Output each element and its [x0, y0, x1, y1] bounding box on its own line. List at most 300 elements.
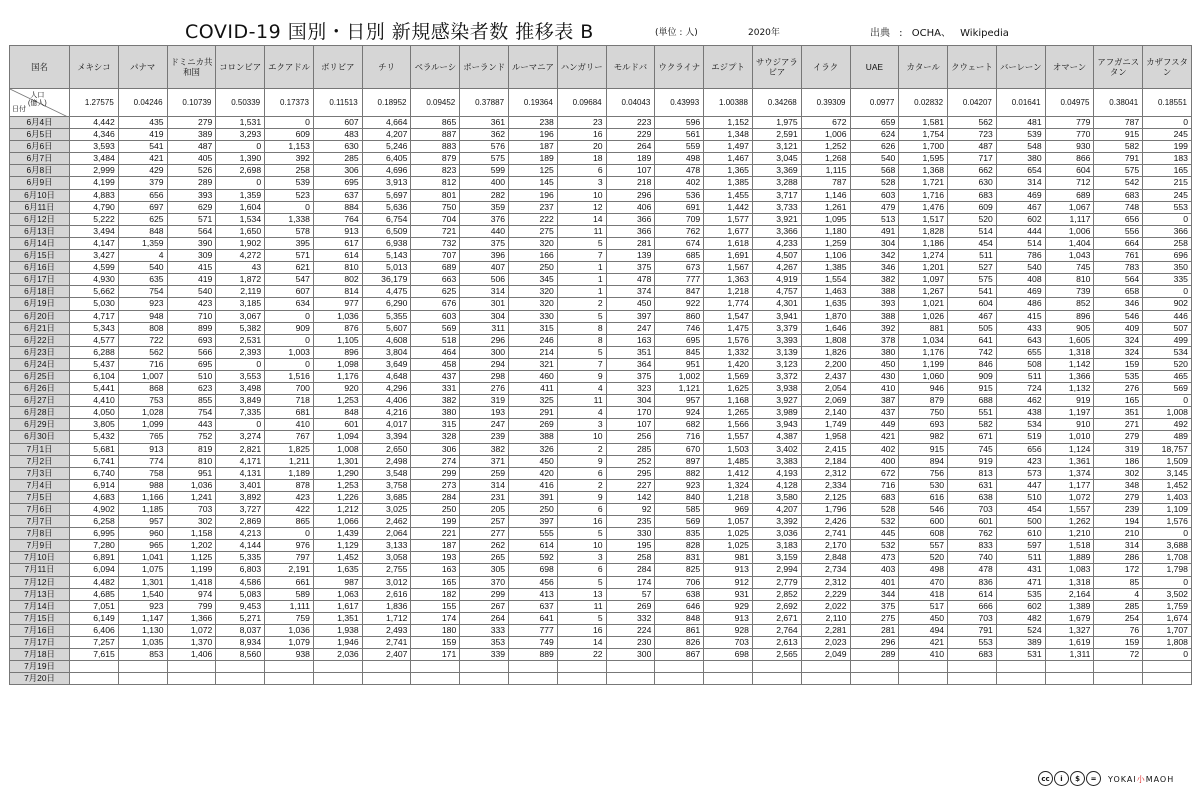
- table-row: [10, 201, 1192, 213]
- population-cell: 0.04975: [1045, 89, 1094, 117]
- value-cell: 410: [265, 419, 314, 431]
- value-cell: 285: [313, 153, 362, 165]
- value-cell: 1,043: [1045, 250, 1094, 262]
- value-cell: [1094, 673, 1143, 685]
- value-cell: [1045, 661, 1094, 673]
- value-cell: 1,106: [801, 250, 850, 262]
- value-cell: 791: [948, 624, 997, 636]
- value-cell: 1,197: [1045, 407, 1094, 419]
- value-cell: 454: [948, 237, 997, 249]
- nd-icon: =: [1086, 771, 1101, 786]
- value-cell: 371: [460, 455, 509, 467]
- value-cell: 402: [850, 443, 899, 455]
- value-cell: 517: [899, 600, 948, 612]
- value-cell: 6,995: [70, 528, 119, 540]
- date-cell: 6月14日: [10, 237, 70, 249]
- cc-icon: cc: [1038, 771, 1053, 786]
- value-cell: 2,407: [362, 649, 411, 661]
- value-cell: 6,914: [70, 479, 119, 491]
- value-cell: 4,599: [70, 262, 119, 274]
- value-cell: 3,185: [216, 298, 265, 310]
- value-cell: 239: [460, 431, 509, 443]
- value-cell: 0: [265, 528, 314, 540]
- value-cell: 346: [1094, 298, 1143, 310]
- table-row: [10, 370, 1192, 382]
- value-cell: 330: [509, 310, 558, 322]
- value-cell: 696: [1143, 250, 1192, 262]
- value-cell: 230: [606, 637, 655, 649]
- value-cell: 745: [1045, 262, 1094, 274]
- value-cell: 415: [996, 310, 1045, 322]
- value-cell: 403: [850, 564, 899, 576]
- value-cell: 396: [460, 250, 509, 262]
- value-cell: 1,142: [1045, 358, 1094, 370]
- value-cell: 2,999: [70, 165, 119, 177]
- value-cell: 470: [899, 576, 948, 588]
- value-cell: [313, 673, 362, 685]
- value-cell: 3,758: [362, 479, 411, 491]
- value-cell: 530: [899, 479, 948, 491]
- value-cell: 345: [509, 274, 558, 286]
- value-cell: [850, 661, 899, 673]
- table-row: [10, 443, 1192, 455]
- value-cell: 977: [313, 298, 362, 310]
- value-cell: 865: [265, 516, 314, 528]
- value-cell: 902: [1143, 298, 1192, 310]
- date-cell: 7月2日: [10, 455, 70, 467]
- value-cell: 539: [996, 129, 1045, 141]
- value-cell: 431: [996, 564, 1045, 576]
- value-cell: 3,379: [752, 322, 801, 334]
- value-cell: 370: [460, 576, 509, 588]
- value-cell: [167, 661, 216, 673]
- value-cell: 896: [1045, 310, 1094, 322]
- value-cell: 2,022: [801, 600, 850, 612]
- value-cell: 1,129: [313, 540, 362, 552]
- value-cell: 637: [313, 189, 362, 201]
- value-cell: 196: [509, 189, 558, 201]
- country-header: アフガニスタン: [1094, 46, 1143, 89]
- population-cell: 0.10739: [167, 89, 216, 117]
- value-cell: 689: [411, 262, 460, 274]
- value-cell: 227: [606, 479, 655, 491]
- value-cell: 1,567: [704, 262, 753, 274]
- value-cell: 388: [850, 286, 899, 298]
- value-cell: 915: [948, 383, 997, 395]
- value-cell: 698: [509, 564, 558, 576]
- value-cell: 685: [655, 250, 704, 262]
- value-cell: 626: [850, 141, 899, 153]
- value-cell: 791: [1094, 153, 1143, 165]
- value-cell: 4,410: [70, 395, 119, 407]
- value-cell: [167, 673, 216, 685]
- value-cell: 573: [996, 467, 1045, 479]
- population-cell: 0.11513: [313, 89, 362, 117]
- value-cell: 330: [606, 528, 655, 540]
- value-cell: 630: [313, 141, 362, 153]
- value-cell: 0: [216, 419, 265, 431]
- value-cell: 930: [1045, 141, 1094, 153]
- value-cell: 887: [411, 129, 460, 141]
- value-cell: 5,355: [362, 310, 411, 322]
- value-cell: 4,442: [70, 117, 119, 129]
- value-cell: 471: [996, 576, 1045, 588]
- value-cell: 1,180: [801, 225, 850, 237]
- value-cell: 682: [655, 419, 704, 431]
- value-cell: 1,262: [1045, 516, 1094, 528]
- population-cell: 1.00388: [704, 89, 753, 117]
- value-cell: 319: [460, 395, 509, 407]
- value-cell: 1,338: [265, 213, 314, 225]
- table-row: [10, 165, 1192, 177]
- value-cell: 2,200: [801, 358, 850, 370]
- value-cell: 1,617: [313, 600, 362, 612]
- value-cell: 1,099: [118, 419, 167, 431]
- value-cell: 614: [948, 588, 997, 600]
- value-cell: 339: [460, 649, 509, 661]
- value-cell: 712: [1045, 177, 1094, 189]
- table-row: [10, 334, 1192, 346]
- value-cell: 1,125: [167, 552, 216, 564]
- value-cell: 5: [557, 310, 606, 322]
- value-cell: 3,366: [752, 225, 801, 237]
- value-cell: 247: [606, 322, 655, 334]
- value-cell: 745: [948, 443, 997, 455]
- table-row: [10, 491, 1192, 503]
- value-cell: 165: [411, 576, 460, 588]
- value-cell: 576: [460, 141, 509, 153]
- value-cell: 969: [704, 504, 753, 516]
- value-cell: 1,025: [704, 528, 753, 540]
- value-cell: 1,025: [704, 540, 753, 552]
- value-cell: 1,211: [265, 455, 314, 467]
- value-cell: [362, 673, 411, 685]
- population-cell: 0.18551: [1143, 89, 1192, 117]
- value-cell: 848: [655, 612, 704, 624]
- value-cell: 6,290: [362, 298, 411, 310]
- value-cell: 602: [996, 600, 1045, 612]
- value-cell: 324: [1094, 346, 1143, 358]
- value-cell: 469: [996, 286, 1045, 298]
- date-cell: 6月11日: [10, 201, 70, 213]
- value-cell: 450: [899, 612, 948, 624]
- date-cell: 7月14日: [10, 600, 70, 612]
- value-cell: 1,366: [1045, 370, 1094, 382]
- value-cell: 289: [850, 649, 899, 661]
- value-cell: 1: [557, 286, 606, 298]
- value-cell: 5: [557, 576, 606, 588]
- value-cell: 528: [850, 504, 899, 516]
- value-cell: 1,008: [1143, 407, 1192, 419]
- value-cell: 4,171: [216, 455, 265, 467]
- population-cell: 0.50339: [216, 89, 265, 117]
- value-cell: 393: [167, 189, 216, 201]
- value-cell: 564: [1094, 274, 1143, 286]
- table-row: [10, 213, 1192, 225]
- value-cell: 324: [1094, 334, 1143, 346]
- value-cell: 366: [606, 225, 655, 237]
- value-cell: 11: [557, 225, 606, 237]
- value-cell: 909: [265, 322, 314, 334]
- value-cell: 4,233: [752, 237, 801, 249]
- value-cell: 229: [606, 129, 655, 141]
- value-cell: 609: [948, 201, 997, 213]
- value-cell: 541: [118, 141, 167, 153]
- value-cell: 3,383: [752, 455, 801, 467]
- value-cell: 409: [1094, 322, 1143, 334]
- value-cell: 721: [411, 225, 460, 237]
- value-cell: 2,110: [801, 612, 850, 624]
- value-cell: 988: [118, 479, 167, 491]
- table-row: [10, 346, 1192, 358]
- value-cell: 1,540: [118, 588, 167, 600]
- value-cell: 171: [411, 649, 460, 661]
- value-cell: 3,392: [752, 516, 801, 528]
- date-cell: 6月9日: [10, 177, 70, 189]
- population-cell: 0.04207: [948, 89, 997, 117]
- value-cell: 671: [948, 431, 997, 443]
- value-cell: 2,741: [801, 528, 850, 540]
- value-cell: 479: [850, 201, 899, 213]
- value-cell: 3,717: [752, 189, 801, 201]
- value-cell: 609: [265, 129, 314, 141]
- value-cell: 2,650: [362, 443, 411, 455]
- value-cell: 1,975: [752, 117, 801, 129]
- table-row: [10, 528, 1192, 540]
- value-cell: 717: [948, 153, 997, 165]
- value-cell: 286: [1094, 552, 1143, 564]
- value-cell: 1,199: [167, 564, 216, 576]
- value-cell: 695: [167, 358, 216, 370]
- value-cell: 440: [460, 225, 509, 237]
- value-cell: 810: [1045, 274, 1094, 286]
- value-cell: 314: [996, 177, 1045, 189]
- value-cell: 810: [313, 262, 362, 274]
- value-cell: 1,476: [899, 201, 948, 213]
- value-cell: 6,754: [362, 213, 411, 225]
- country-header: コロンビア: [216, 46, 265, 89]
- value-cell: 275: [850, 612, 899, 624]
- date-cell: 7月8日: [10, 528, 70, 540]
- value-cell: 564: [167, 225, 216, 237]
- value-cell: 469: [996, 189, 1045, 201]
- value-cell: 2,140: [801, 407, 850, 419]
- value-cell: 758: [118, 467, 167, 479]
- value-cell: 306: [411, 443, 460, 455]
- value-cell: 1,370: [167, 637, 216, 649]
- value-cell: 380: [996, 153, 1045, 165]
- value-cell: 1,124: [1045, 443, 1094, 455]
- value-cell: [996, 661, 1045, 673]
- value-cell: 3,274: [216, 431, 265, 443]
- value-cell: 1,034: [899, 334, 948, 346]
- value-cell: 1,754: [899, 129, 948, 141]
- date-cell: 6月26日: [10, 383, 70, 395]
- value-cell: 2,848: [801, 552, 850, 564]
- value-cell: 320: [509, 286, 558, 298]
- value-cell: 1,079: [265, 637, 314, 649]
- value-cell: 860: [655, 310, 704, 322]
- value-cell: 1,002: [655, 370, 704, 382]
- value-cell: 575: [948, 274, 997, 286]
- value-cell: 1,576: [1143, 516, 1192, 528]
- value-cell: 7,280: [70, 540, 119, 552]
- value-cell: 389: [167, 129, 216, 141]
- value-cell: 6: [557, 504, 606, 516]
- value-cell: 1,759: [1143, 600, 1192, 612]
- value-cell: 7,051: [70, 600, 119, 612]
- date-cell: 6月15日: [10, 250, 70, 262]
- value-cell: 752: [167, 431, 216, 443]
- value-cell: 222: [509, 213, 558, 225]
- value-cell: 0: [1143, 117, 1192, 129]
- value-cell: 691: [655, 201, 704, 213]
- value-cell: 458: [411, 358, 460, 370]
- value-cell: 905: [1045, 322, 1094, 334]
- value-cell: [948, 661, 997, 673]
- value-cell: 1,828: [899, 225, 948, 237]
- value-cell: 2,994: [752, 564, 801, 576]
- date-cell: 6月20日: [10, 310, 70, 322]
- value-cell: 18,757: [1143, 443, 1192, 455]
- value-cell: 189: [509, 153, 558, 165]
- value-cell: 107: [606, 165, 655, 177]
- value-cell: 238: [509, 117, 558, 129]
- value-cell: 2,616: [362, 588, 411, 600]
- country-header: ドミニカ共和国: [167, 46, 216, 89]
- value-cell: 296: [460, 334, 509, 346]
- value-cell: 520: [1143, 358, 1192, 370]
- value-cell: 915: [899, 443, 948, 455]
- value-cell: 1,467: [704, 153, 753, 165]
- value-cell: 578: [265, 225, 314, 237]
- value-cell: 1,825: [265, 443, 314, 455]
- table-row: [10, 407, 1192, 419]
- value-cell: 159: [1094, 637, 1143, 649]
- value-cell: 3,494: [70, 225, 119, 237]
- value-cell: 1,035: [118, 637, 167, 649]
- value-cell: 43: [216, 262, 265, 274]
- value-cell: 1,889: [1045, 552, 1094, 564]
- value-cell: 802: [313, 274, 362, 286]
- value-cell: 764: [313, 213, 362, 225]
- value-cell: 390: [167, 237, 216, 249]
- date-cell: 6月5日: [10, 129, 70, 141]
- value-cell: 779: [1045, 117, 1094, 129]
- value-cell: 4,664: [362, 117, 411, 129]
- value-cell: 672: [850, 467, 899, 479]
- value-cell: [216, 661, 265, 673]
- value-cell: 8,037: [216, 624, 265, 636]
- value-cell: 976: [265, 540, 314, 552]
- value-cell: 596: [655, 117, 704, 129]
- population-cell: 0.37887: [460, 89, 509, 117]
- value-cell: 421: [850, 431, 899, 443]
- value-cell: 913: [704, 612, 753, 624]
- value-cell: 300: [606, 649, 655, 661]
- value-cell: 787: [1094, 117, 1143, 129]
- value-cell: 670: [655, 443, 704, 455]
- value-cell: 16: [557, 624, 606, 636]
- value-cell: 289: [167, 177, 216, 189]
- value-cell: 489: [1143, 431, 1192, 443]
- value-cell: 569: [655, 516, 704, 528]
- value-cell: [265, 673, 314, 685]
- data-table-container: [9, 45, 1191, 685]
- value-cell: 853: [118, 649, 167, 661]
- brand-logo: [1108, 774, 1174, 785]
- value-cell: 847: [655, 286, 704, 298]
- value-cell: 602: [996, 213, 1045, 225]
- value-cell: 2,493: [362, 624, 411, 636]
- value-cell: 535: [1094, 370, 1143, 382]
- date-cell: 7月4日: [10, 479, 70, 491]
- value-cell: 1,516: [265, 370, 314, 382]
- value-cell: 7: [557, 250, 606, 262]
- value-cell: 981: [704, 552, 753, 564]
- value-cell: 473: [850, 552, 899, 564]
- value-cell: [899, 673, 948, 685]
- value-cell: 444: [996, 225, 1045, 237]
- value-cell: 22: [557, 649, 606, 661]
- value-cell: 812: [411, 177, 460, 189]
- value-cell: 269: [509, 419, 558, 431]
- value-cell: 1,365: [704, 165, 753, 177]
- value-cell: 423: [265, 491, 314, 503]
- value-cell: 562: [118, 346, 167, 358]
- value-cell: 279: [167, 117, 216, 129]
- header-row: [10, 46, 1192, 89]
- value-cell: 1,774: [704, 298, 753, 310]
- population-date-corner: [10, 89, 70, 117]
- value-cell: 375: [606, 262, 655, 274]
- value-cell: 1,385: [801, 262, 850, 274]
- value-cell: 276: [460, 383, 509, 395]
- value-cell: 746: [655, 322, 704, 334]
- value-cell: 2,426: [801, 516, 850, 528]
- value-cell: 507: [1143, 322, 1192, 334]
- value-cell: 9: [557, 491, 606, 503]
- value-cell: 2,334: [801, 479, 850, 491]
- value-cell: 7: [557, 358, 606, 370]
- population-label: 人口 (億人): [28, 92, 47, 107]
- value-cell: 532: [850, 516, 899, 528]
- value-cell: 716: [118, 358, 167, 370]
- value-cell: 722: [118, 334, 167, 346]
- value-cell: 3,427: [70, 250, 119, 262]
- value-cell: 2,393: [216, 346, 265, 358]
- value-cell: 703: [167, 504, 216, 516]
- country-header: サウジアラビア: [752, 46, 801, 89]
- value-cell: 5,432: [70, 431, 119, 443]
- value-cell: 1,363: [704, 274, 753, 286]
- value-cell: 1,870: [801, 310, 850, 322]
- value-cell: 3,139: [752, 346, 801, 358]
- value-cell: 915: [1094, 129, 1143, 141]
- value-cell: 186: [1094, 455, 1143, 467]
- value-cell: 882: [655, 467, 704, 479]
- value-cell: 0: [265, 117, 314, 129]
- value-cell: 125: [509, 165, 558, 177]
- value-cell: 897: [655, 455, 704, 467]
- value-cell: 2,692: [752, 600, 801, 612]
- date-cell: 6月25日: [10, 370, 70, 382]
- value-cell: 3,804: [362, 346, 411, 358]
- value-cell: 1,026: [899, 310, 948, 322]
- value-cell: 1,938: [313, 624, 362, 636]
- value-cell: [655, 673, 704, 685]
- value-cell: 527: [948, 262, 997, 274]
